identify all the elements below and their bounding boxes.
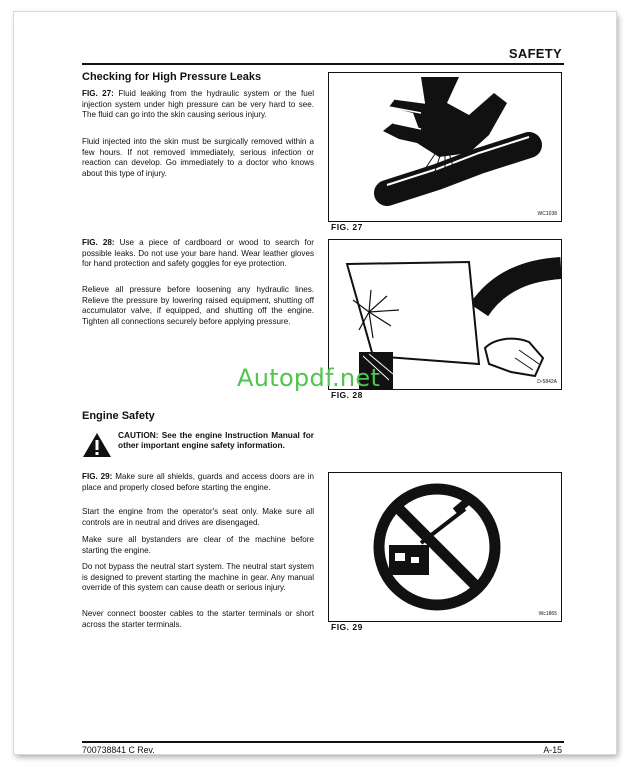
figure-code: D-5842A [537, 379, 557, 385]
paragraph-text: Relieve all pressure before loosening any hydraulic lines. Relieve the pressure by lowering raised equipment, shutting off accumulator valve, if equipped, and shutting off the engine. Tighten all connections securely before applying pressure. [82, 285, 314, 326]
paragraph-text: Do not bypass the neutral start system. The neutral start system is designed to prevent starting the machine in gear. Any manual override of this system can cause death or serious injury. [82, 562, 314, 593]
warning-triangle-icon [82, 432, 112, 458]
footer-rule [82, 741, 564, 743]
caution-text: CAUTION: See the engine Instruction Manual for other important engine safety information. [118, 430, 314, 451]
page-header-title: SAFETY [508, 46, 562, 61]
paragraph [82, 238, 314, 270]
fig-reference: FIG. 28: [82, 238, 115, 247]
paragraph-text: Never connect booster cables to the starter terminals or short across the starter terminals. [82, 609, 314, 629]
figure-code: Wc1865 [538, 611, 557, 617]
figure-29 [328, 472, 562, 622]
paragraph-text: Fluid injected into the skin must be surgically removed within a few hours. If not removed immediately, serious infection or reaction can develop. Go immediately to a doctor who knows about this type of injury. [82, 137, 314, 178]
no-bypass-start-illustration-icon [329, 473, 561, 621]
paragraph [82, 472, 314, 493]
paragraph-text: Use a piece of cardboard or wood to search for possible leaks. Do not use your bare hand. Wear leather gloves for hand protection and safety goggles for eye protection. [82, 238, 315, 269]
paragraph [82, 89, 314, 121]
figure-label: FIG. 28 [331, 390, 363, 400]
fig-reference: FIG. 27: [82, 89, 114, 98]
header-rule [82, 63, 564, 65]
paragraph-text: Make sure all shields, guards and access doors are in place and properly closed before starting the engine. [82, 472, 314, 492]
figure-label: FIG. 29 [331, 622, 363, 632]
footer-doc-number: 700738841 C Rev. [82, 745, 155, 755]
paragraph-text: Start the engine from the operator's seat only. Make sure all controls are in neutral and drives are disengaged. [82, 507, 314, 527]
paragraph [82, 535, 314, 556]
figure-code: WC1038 [537, 211, 557, 217]
paragraph [82, 507, 314, 528]
fig-reference: FIG. 29: [82, 472, 113, 481]
paragraph [82, 285, 314, 327]
paragraph [82, 137, 314, 179]
figure-label: FIG. 27 [331, 222, 363, 232]
figure-27 [328, 72, 562, 222]
hand-injection-illustration-icon [329, 73, 561, 221]
paragraph [82, 609, 314, 630]
watermark-text: Autopdf.net [237, 364, 381, 392]
paragraph [82, 562, 314, 594]
footer-page-number: A-15 [543, 745, 562, 755]
section-title-leaks: Checking for High Pressure Leaks [82, 71, 262, 83]
paragraph-text: Fluid leaking from the hydraulic system or the fuel injection system under high pressure can be very hard to see. The fluid can go into the skin causing serious injury. [82, 89, 315, 120]
caution-block [82, 430, 314, 466]
section-title-engine: Engine Safety [82, 410, 155, 422]
paragraph-text: Make sure all bystanders are clear of the machine before starting the engine. [82, 535, 314, 555]
